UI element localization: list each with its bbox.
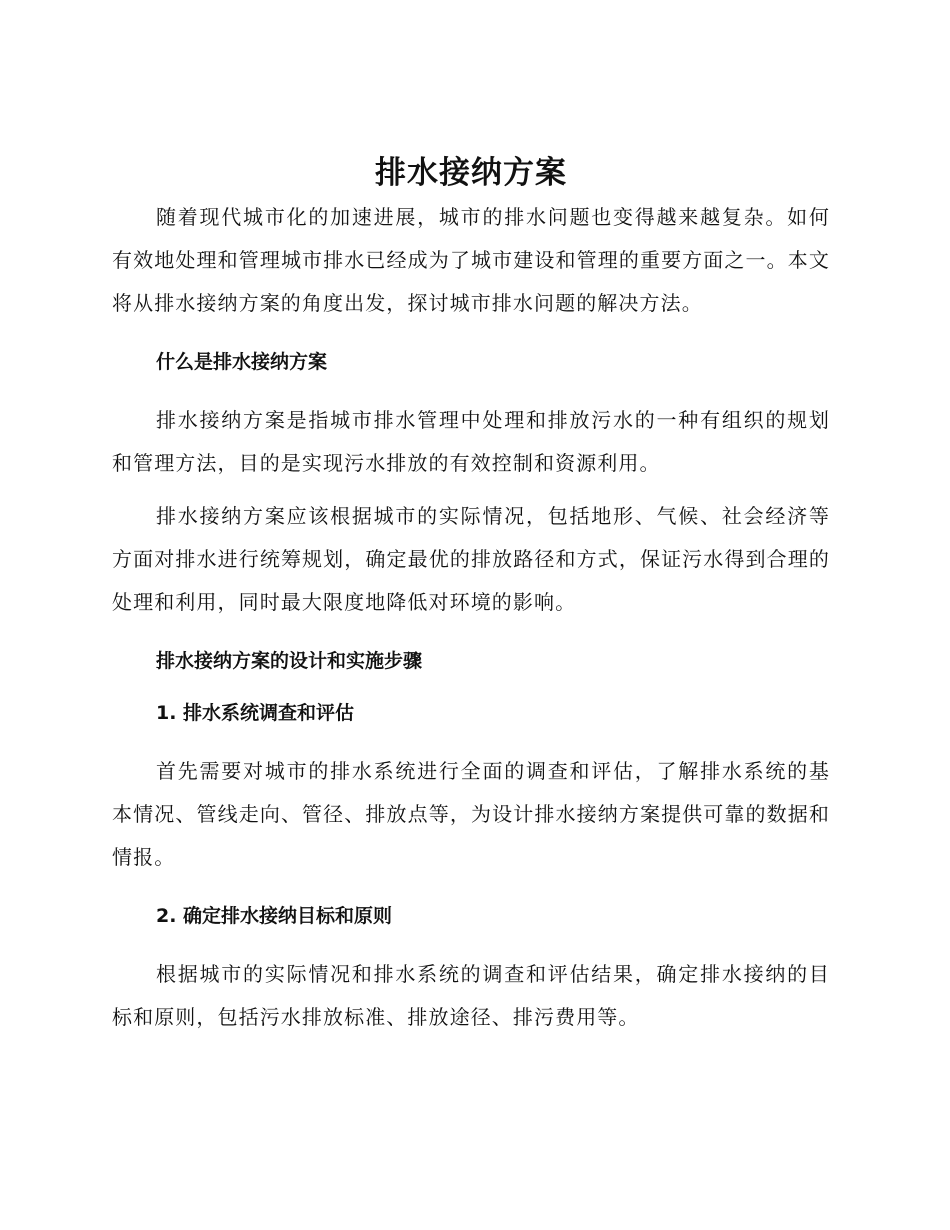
- spacer: [112, 325, 830, 347]
- step-goals-paragraph: 根据城市的实际情况和排水系统的调查和评估结果，确定排水接纳的目标和原则，包括污水排放标准、排放途径、排污费用等。: [112, 962, 830, 1029]
- step-heading-survey: 1. 排水系统调查和评估: [156, 702, 355, 724]
- spacer: [112, 377, 830, 399]
- section-heading-steps: 排水接纳方案的设计和实施步骤: [156, 650, 423, 672]
- step-survey-paragraph: 首先需要对城市的排水系统进行全面的调查和评估，了解排水系统的基本情况、管线走向、管径、排放点等，为设计排水接纳方案提供可靠的数据和情报。: [112, 759, 830, 869]
- step-heading-goals: 2. 确定排水接纳目标和原则: [156, 905, 393, 927]
- spacer: [112, 624, 830, 646]
- document-page: [112, 150, 830, 1039]
- document-title: 排水接纳方案: [375, 155, 567, 191]
- intro-paragraph: 随着现代城市化的加速进展，城市的排水问题也变得越来越复杂。如何有效地处理和管理城市排水已经成为了城市建设和管理的重要方面之一。本文将从排水接纳方案的角度出发，探讨城市排水问题的解决方法。: [112, 205, 830, 315]
- spacer: [112, 879, 830, 901]
- planning-paragraph: 排水接纳方案应该根据城市的实际情况，包括地形、气候、社会经济等方面对排水进行统筹规划，确定最优的排放路径和方式，保证污水得到合理的处理和利用，同时最大限度地降低对环境的影响。: [112, 504, 830, 614]
- spacer: [112, 931, 830, 953]
- spacer: [112, 485, 830, 495]
- section-heading-what-is: 什么是排水接纳方案: [156, 351, 328, 373]
- definition-paragraph: 排水接纳方案是指城市排水管理中处理和排放污水的一种有组织的规划和管理方法，目的是实现污水排放的有效控制和资源利用。: [112, 408, 830, 475]
- spacer: [112, 728, 830, 750]
- spacer: [112, 676, 830, 698]
